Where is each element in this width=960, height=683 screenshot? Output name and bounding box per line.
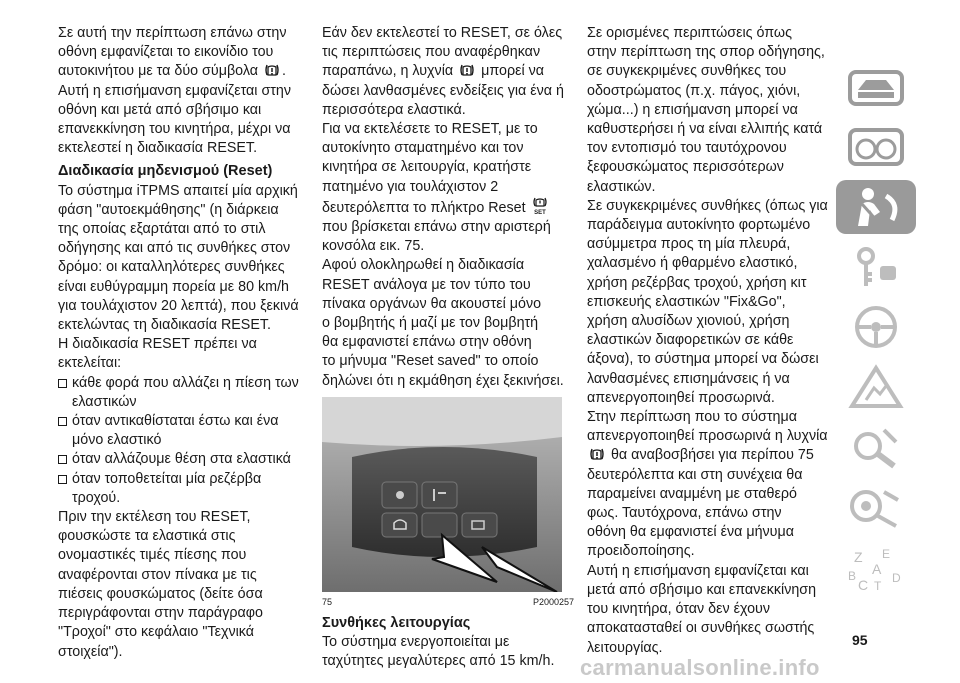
console-photo <box>322 397 562 592</box>
figure-code: P2000257 <box>532 596 574 607</box>
key-ignition-icon <box>844 242 908 292</box>
chapter-tab-maintenance[interactable] <box>836 420 916 474</box>
steering-wheel-icon <box>844 302 908 352</box>
gauge-cluster-icon <box>844 122 908 172</box>
paragraph: Αυτή η επισήμανση εμφανίζεται στην οθόνη και μετά από σβήσιμο και επανεκκίνηση του κινητήρα, μέχρι να εκτελεστεί η διαδικασία RESET. <box>58 82 292 157</box>
tpms-warning-icon <box>459 63 475 78</box>
road-warning-icon <box>844 362 908 412</box>
chapter-tab-index[interactable] <box>836 540 916 594</box>
svg-text:E: E <box>882 547 891 561</box>
tools-service-icon <box>844 422 908 472</box>
paragraph: Το σύστημα ενεργοποιείται με ταχύτητες μεγαλύτερες από 15 km/h. <box>322 634 555 670</box>
seatbelt-airbag-icon <box>844 182 908 232</box>
list-item: κάθε φορά που αλλάζει η πίεση των ελαστικών <box>58 374 310 412</box>
chapter-tabs <box>836 60 916 600</box>
paragraph: Σε συγκεκριμένες συνθήκες (όπως για παράδειγμα αυτοκίνητο φορτωμένο ασύμμετρα προς τη μία πλευρά, χαλασμένο ή φθαρμένο ελαστικό, χρήση ρεζέρβας τροχού, χρήση κιτ επισκευής ελαστικών "Fix&Go", χρήση αλυσίδων χιονιού, χρήση ελαστικών διαφορετικών σε κάθε άξονα), το σύστημα μπορεί να δώσει λανθασμένες επισημάνσεις ή να απενεργοποιηθεί προσωρινά. <box>587 197 828 406</box>
svg-text:Z: Z <box>854 549 863 565</box>
chapter-tab-emergency[interactable] <box>836 360 916 414</box>
paragraph: Για να εκτελέσετε το RESET, με το αυτοκίνητο σταματημένο και τον κινητήρα σε λειτουργία, κρατήστε πατημένο για τουλάχιστον 2 δευτερόλεπτα το πλήκτρο Reset SET που βρίσκεται επάνω στην αριστερή κονσόλα εικ. 75. <box>322 121 551 255</box>
reset-button-icon <box>532 197 548 215</box>
watermark: carmanualsonline.info <box>580 655 820 680</box>
car-wrench-icon <box>844 482 908 532</box>
section-heading: Συνθήκες λειτουργίας <box>322 614 471 631</box>
svg-text:A: A <box>872 561 882 577</box>
svg-text:T: T <box>874 579 882 592</box>
paragraph: Αφού ολοκληρωθεί η διαδικασία RESET ανάλογα με τον τύπο του πίνακα οργάνων θα ακουστεί μόνο ο βομβητής ή μαζί με τον βομβητή θα εμφανιστεί επάνω στην οθόνη το μήνυμα "Reset saved" το οποίο δηλώνει ότι η εκμάθηση έχει ξεκινήσει. <box>322 257 564 389</box>
console-illustration <box>322 397 562 592</box>
text-column-1 <box>58 24 310 662</box>
paragraph: Αυτή η επισήμανση εμφανίζεται και μετά από σβήσιμο και επανεκκίνηση του κινητήρα, όταν δεν έχουν αποκατασταθεί οι συνθήκες σωστής λειτουργίας. <box>587 562 817 656</box>
chapter-tab-instruments[interactable] <box>836 120 916 174</box>
figure-caption <box>322 596 574 608</box>
paragraph: Σε αυτή την περίπτωση επάνω στην οθόνη εμφανίζεται το εικονίδιο του αυτοκινήτου με τα δύο σύμβολα . <box>58 25 287 80</box>
car-dashboard-icon <box>844 62 908 112</box>
svg-text:D: D <box>892 571 901 585</box>
checkbox-bullet-icon <box>58 417 67 426</box>
paragraph: Στην περίπτωση που το σύστημα απενεργοποιηθεί προσωρινά η λυχνία θα αναβοσβήσει για περίπου 75 δευτερόλεπτα και στη συνέχεια θα παραμείνει αναμμένη με σταθερό φως. Ταυτόχρονα, επάνω στην οθόνη θα εμφανιστεί ένα μήνυμα προειδοποίησης. <box>587 409 828 560</box>
chapter-tab-starting[interactable] <box>836 240 916 294</box>
list-item: όταν τοποθετείται μία ρεζέρβα τροχού. <box>58 470 310 508</box>
text-column-2 <box>322 24 574 671</box>
chapter-tab-safety[interactable] <box>836 180 916 234</box>
chapter-tab-vehicle[interactable] <box>836 60 916 114</box>
list-item: όταν αλλάζουμε θέση στα ελαστικά <box>58 450 310 469</box>
svg-text:B: B <box>848 569 857 583</box>
list-item: όταν αντικαθίσταται έστω και ένα μόνο ελαστικό <box>58 412 310 450</box>
paragraph: Εάν δεν εκτελεστεί το RESET, σε όλες τις περιπτώσεις που αναφέρθηκαν παραπάνω, η λυχνία μπορεί να δώσει λανθασμένες ενδείξεις για ένα ή περισσότερα ελαστικά. <box>322 25 564 118</box>
tpms-warning-icon <box>264 63 280 78</box>
figure-number: 75 <box>322 596 333 607</box>
chapter-tab-driving[interactable] <box>836 300 916 354</box>
page-number: 95 <box>852 632 868 648</box>
checkbox-bullet-icon <box>58 475 67 484</box>
svg-text:C: C <box>858 577 869 592</box>
svg-text:SET: SET <box>533 209 546 215</box>
paragraph: Σε ορισμένες περιπτώσεις όπως στην περίπτωση της σπορ οδήγησης, σε συγκεκριμένες συνθήκες του οδοστρώματος (π.χ. πάγος, χιόνι, χώμα...) η επισήμανση μπορεί να καθυστερήσει ή να είναι ελλιπής κατά τον εντοπισμό του ταυτόχρονου ξεφουσκώματος περισσότερων ελαστικών. <box>587 25 825 195</box>
specifications-icon <box>844 542 908 592</box>
text-column-3 <box>587 24 829 658</box>
checkbox-bullet-icon <box>58 379 67 388</box>
paragraph: Το σύστημα iTPMS απαιτεί μία αρχική φάση "αυτοεκμάθησης" (η διάρκεια της οποίας εξαρτάται από το στιλ οδήγησης και από τις συνθήκες στον δρόμο: οι καταλληλότερες συνθήκες είναι ευθύγραμμη πορεία με 80 km/h για τουλάχιστον 20 λεπτά), που ξεκινά εκτελώντας τη διαδικασία RESET. <box>58 182 299 334</box>
paragraph: Πριν την εκτέλεση του RESET, φουσκώστε τα ελαστικά στις ονομαστικές τιμές πίεσης που αναφέρονται στον πίνακα με τις πιέσεις φουσκώματος (δείτε όσα περιγράφονται στην παράγραφο "Τροχοί" στο κεφάλαιο "Τεχνικά στοιχεία"). <box>58 509 263 660</box>
section-heading: Διαδικασία μηδενισμού (Reset) <box>58 163 273 180</box>
paragraph: Η διαδικασία RESET πρέπει να εκτελείται: <box>58 336 257 372</box>
tpms-warning-icon <box>589 447 605 462</box>
checkbox-bullet-icon <box>58 455 67 464</box>
chapter-tab-technical[interactable] <box>836 480 916 534</box>
